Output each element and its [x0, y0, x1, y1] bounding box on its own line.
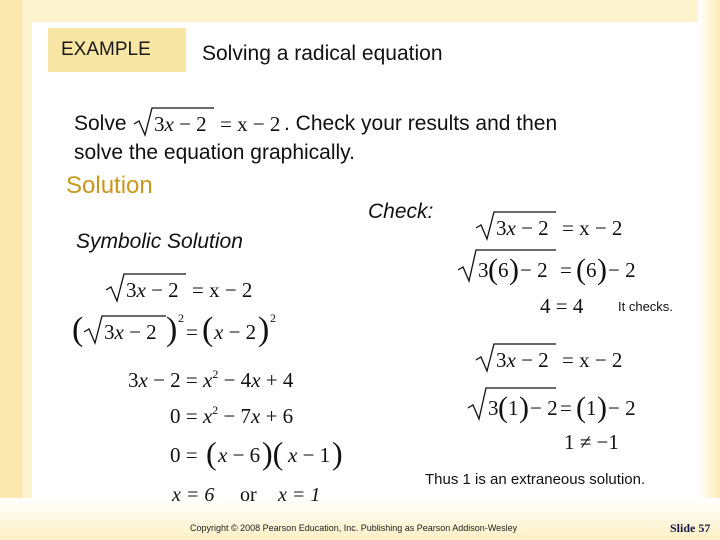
- svg-text:): ): [258, 311, 270, 348]
- problem-rhs: = x − 2: [220, 112, 281, 136]
- svg-text:1: 1: [508, 396, 519, 420]
- top-band: [0, 0, 720, 22]
- problem-equation: [130, 104, 284, 138]
- check2-result: 1 ≠ −1: [564, 430, 619, 454]
- radicand: 3x − 2: [104, 320, 157, 344]
- svg-text:=: =: [560, 396, 572, 420]
- slide-title: Solving a radical equation: [202, 42, 443, 65]
- sym-line1: [104, 270, 264, 304]
- conclusion-text: Thus 1 is an extraneous solution.: [425, 471, 646, 488]
- svg-text:x − 1: x − 1: [288, 443, 331, 467]
- svg-text:): ): [509, 253, 519, 286]
- check1-result: 4 = 4: [540, 294, 584, 318]
- solve-word: Solve: [74, 112, 127, 135]
- svg-text:− 2: − 2: [520, 258, 548, 282]
- svg-text:x − 2: x − 2: [214, 320, 257, 344]
- right-band: [698, 0, 720, 540]
- svg-text:6: 6: [498, 258, 509, 282]
- radicand: 3x − 2: [496, 348, 549, 372]
- check2-line2: [466, 382, 666, 428]
- solution-x1: x = 1: [278, 484, 321, 506]
- sym-line5: [170, 434, 360, 474]
- check-heading: Check:: [368, 200, 434, 223]
- solution-x6: x = 6: [172, 484, 215, 506]
- it-checks-note: It checks.: [618, 299, 673, 314]
- svg-text:− 2: − 2: [530, 396, 558, 420]
- svg-text:): ): [519, 391, 529, 424]
- svg-text:− 2: − 2: [608, 258, 636, 282]
- svg-text:)(: )(: [262, 435, 284, 471]
- example-tag: EXAMPLE: [61, 39, 151, 60]
- svg-text:2: 2: [178, 311, 184, 325]
- svg-text:0 =: 0 =: [170, 443, 198, 467]
- svg-text:=: =: [560, 258, 572, 282]
- svg-text:6: 6: [586, 258, 597, 282]
- solution-heading: Solution: [66, 172, 153, 199]
- svg-text:x − 6: x − 6: [218, 443, 261, 467]
- check1-line1: [474, 208, 634, 242]
- check1-line2: [456, 244, 656, 290]
- bottom-band: [0, 498, 720, 540]
- svg-text:=: =: [186, 320, 198, 344]
- symbolic-heading: Symbolic Solution: [76, 230, 243, 253]
- svg-text:(: (: [206, 435, 217, 471]
- left-band: [0, 0, 22, 540]
- radicand: 3x − 2: [154, 112, 207, 136]
- copyright-footer: Copyright © 2008 Pearson Education, Inc. Publishing as Pearson Addison-Wesley: [190, 523, 518, 533]
- svg-text:): ): [597, 391, 607, 424]
- check2-line1: [474, 340, 634, 374]
- svg-text:= x − 2: = x − 2: [562, 216, 623, 240]
- svg-text:): ): [597, 253, 607, 286]
- svg-text:2: 2: [270, 311, 276, 325]
- slide-number: Slide 57: [670, 521, 711, 535]
- svg-text:): ): [166, 311, 178, 348]
- svg-text:(: (: [488, 253, 498, 286]
- svg-text:(: (: [202, 311, 214, 348]
- svg-text:3: 3: [478, 258, 489, 282]
- sym-line2: [72, 306, 282, 352]
- svg-text:(: (: [576, 253, 586, 286]
- left-band-inner: [22, 0, 32, 540]
- problem-line2: solve the equation graphically.: [74, 141, 355, 164]
- svg-text:(: (: [72, 311, 84, 348]
- sym-line3: [128, 362, 328, 394]
- svg-text:3x − 2 = x2 − 4x + 4: $3x - 2 = x^2 - 4x + 4$: [128, 367, 294, 392]
- svg-text:(: (: [498, 391, 508, 424]
- problem-instruction: . Check your results and then: [284, 112, 558, 135]
- or-word: or: [240, 484, 257, 506]
- radicand: 3x − 2: [126, 278, 179, 302]
- svg-text:1: 1: [586, 396, 597, 420]
- svg-text:− 2: − 2: [608, 396, 636, 420]
- sym-line1-rhs: = x − 2: [192, 278, 253, 302]
- sym-line4: [170, 398, 330, 430]
- radicand: 3x − 2: [496, 216, 549, 240]
- svg-text:): ): [332, 435, 343, 471]
- svg-text:(: (: [576, 391, 586, 424]
- svg-text:= x − 2: = x − 2: [562, 348, 623, 372]
- svg-text:0 = x2 − 7x + 6: $0 = x^2 - 7x + 6$: [170, 403, 294, 428]
- svg-text:3: 3: [488, 396, 499, 420]
